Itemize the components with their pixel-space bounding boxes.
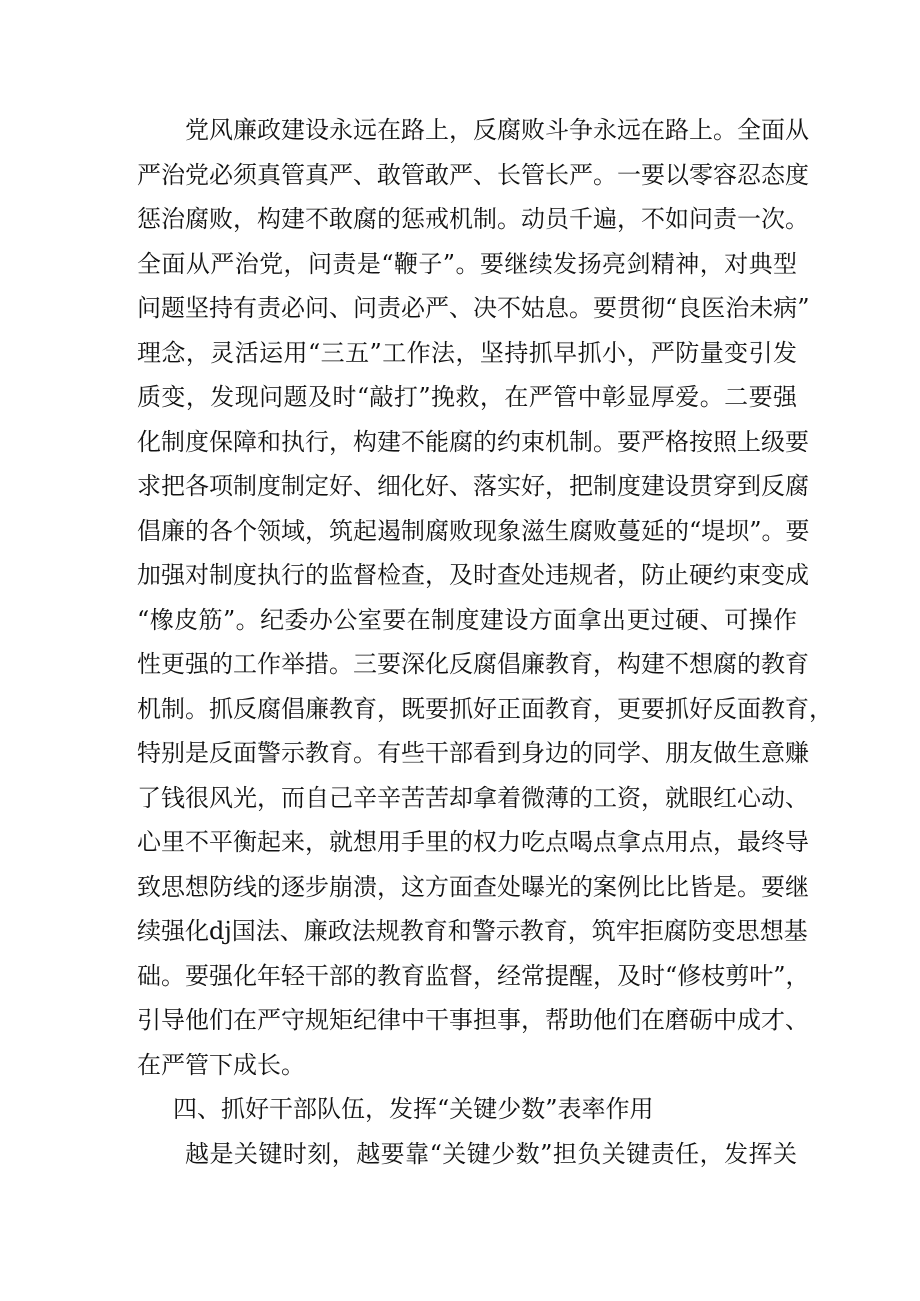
section-heading-4: 四、抓好干部队伍，发挥“关键少数”表率作用 (173, 1095, 654, 1123)
paragraph-line: 质变，发现问题及时“敲打”挽救，在严管中彰显厚爱。二要强 (137, 383, 797, 411)
paragraph-line: 性更强的工作举措。三要深化反腐倡廉教育，构建不想腐的教育 (137, 650, 809, 678)
document-body (137, 108, 833, 1176)
paragraph-line: 求把各项制度制定好、细化好、落实好，把制度建设贯穿到反腐 (137, 472, 809, 500)
paragraph-line: 续强化dj国法、廉政法规教育和警示教育，筑牢拒腐防变思想基 (137, 917, 808, 945)
paragraph-line: 严治党必须真管真严、敢管敢严、长管长严。一要以零容忍态度 (137, 160, 809, 189)
paragraph-line: 特别是反面警示教育。有些干部看到身边的同学、朋友做生意赚 (137, 739, 809, 767)
paragraph-line: 机制。抓反腐倡廉教育，既要抓好正面教育，更要抓好反面教育， (137, 694, 833, 723)
paragraph-line: 在严管下成长。 (137, 1050, 305, 1079)
paragraph-key-minority (137, 1132, 797, 1177)
paragraph-line: 惩治腐败，构建不敢腐的惩戒机制。动员千遍，不如问责一次。 (137, 205, 809, 233)
paragraph-anti-corruption (137, 108, 833, 1087)
paragraph-line: “橡皮筋”。纪委办公室要在制度建设方面拿出更过硬、可操作 (137, 605, 797, 634)
paragraph-line: 心里不平衡起来，就想用手里的权力吃点喝点拿点用点，最终导 (137, 828, 809, 856)
paragraph-line: 全面从严治党，问责是“鞭子”。要继续发扬亮剑精神，对典型 (137, 249, 797, 278)
paragraph-line: 致思想防线的逐步崩溃，这方面查处曝光的案例比比皆是。要继 (137, 872, 809, 901)
paragraph-line: 倡廉的各个领域，筑起遏制腐败现象滋生腐败蔓延的“堤坝”。要 (137, 516, 810, 545)
paragraph-line: 问题坚持有责必问、问责必严、决不姑息。要贯彻“良医治未病” (137, 294, 810, 322)
paragraph-line: 理念，灵活运用“三五”工作法，坚持抓早抓小，严防量变引发 (137, 338, 797, 367)
paragraph-line: 党风廉政建设永远在路上，反腐败斗争永远在路上。全面从 (185, 116, 809, 144)
paragraph-line: 础。要强化年轻干部的教育监督，经常提醒，及时“修枝剪叶”， (137, 961, 810, 990)
paragraph-line: 加强对制度执行的监督检查，及时查处违规者，防止硬约束变成 (137, 561, 809, 589)
paragraph-line: 越是关键时刻，越要靠“关键少数”担负关键责任，发挥关 (185, 1139, 797, 1168)
paragraph-line: 了钱很风光，而自己辛辛苦苦却拿着微薄的工资，就眼红心动、 (137, 783, 809, 812)
paragraph-line: 引导他们在严守规矩纪律中干事担事，帮助他们在磨砺中成才、 (137, 1006, 809, 1034)
paragraph-line: 化制度保障和执行，构建不能腐的约束机制。要严格按照上级要 (137, 427, 809, 456)
